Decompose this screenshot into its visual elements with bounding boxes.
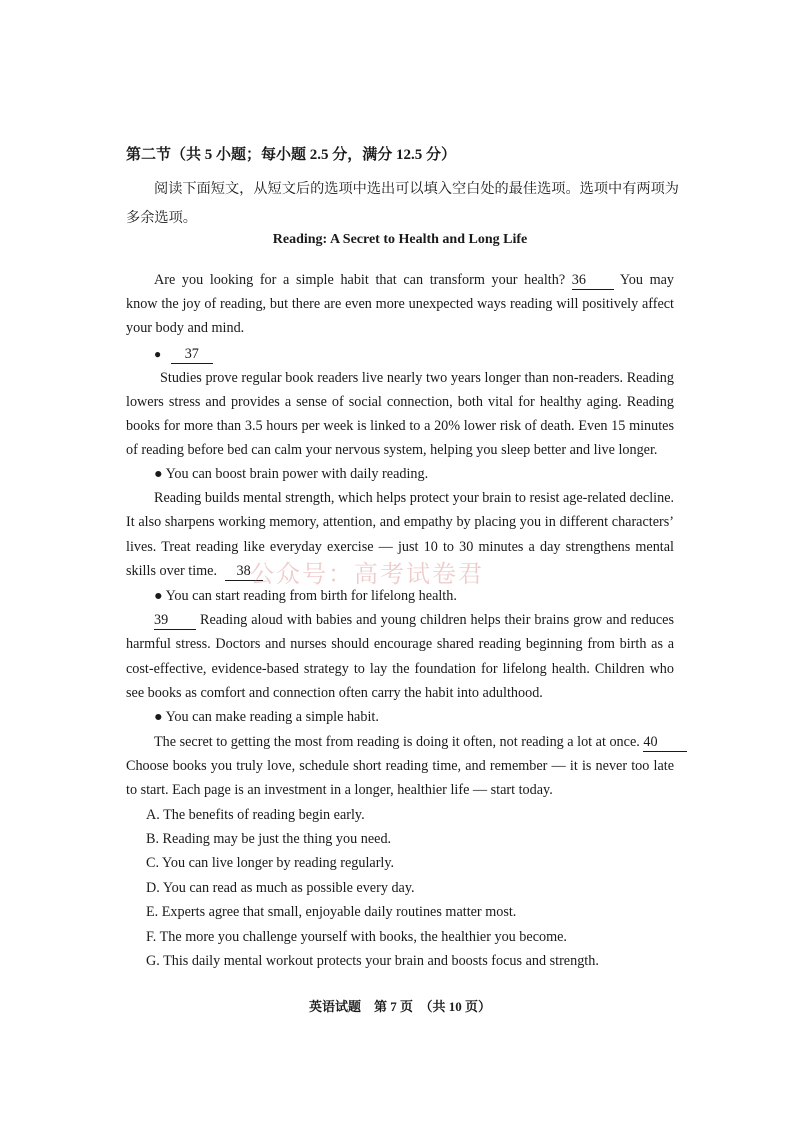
instructions-line-1: 阅读下面短文，从短文后的选项中选出可以填入空白处的最佳选项。选项中有两项为 [154,181,679,197]
option-b: B. Reading may be just the thing you need. [146,831,392,847]
blank-37: 37 [171,345,213,364]
option-c: C. You can live longer by reading regularly. [146,855,395,871]
page-footer: 英语试题 第 7 页 （共 10 页） [308,999,491,1014]
para1-line-1 [154,268,674,292]
para2-line-2: lowers stress and provides a sense of social connection, both vital for healthy aging. Reading [126,394,674,410]
bullet-dot: ● [154,347,162,361]
instructions-line-2: 多余选项。 [126,210,197,226]
para4-text: Reading aloud with babies and young children helps their brains grow and reduces [199,612,675,628]
bullet-simple-habit: ● You can make reading a simple habit. [154,709,379,725]
para2-line-4: of reading before bed can calm your nervous system, helping you sleep better and live longer. [126,442,658,458]
bullet-brain-power: ● You can boost brain power with daily reading. [154,466,429,482]
option-d: D. You can read as much as possible every day. [146,880,415,896]
para3-line-3: lives. Treat reading like everyday exercise — just 10 to 30 minutes a day strengthens mental [126,539,674,555]
option-e: E. Experts agree that small, enjoyable daily routines matter most. [146,904,517,920]
blank-38: 38 [225,562,263,581]
passage-title: Reading: A Secret to Health and Long Life [272,232,528,247]
blank-40: 40 [643,733,687,752]
para2-line-3: books for more than 3.5 hours per week is linked to a 20% lower risk of death. Even 15 minutes [126,418,674,434]
para4-line-2: harmful stress. Doctors and nurses should encourage shared reading beginning from birth as a [126,636,674,652]
para4-line-3: cost-effective, evidence-based strategy to lay the foundation for lifelong health. Children who [126,661,674,677]
para1-line-2: know the joy of reading, but there are even more unexpected ways reading will positively affect [126,296,674,312]
para1-text-b: You may [619,272,674,288]
para5-line-3: to start. Each page is an investment in a longer, healthier life — start today. [126,782,553,798]
watermark: 公众号：高考试卷君 [250,560,484,588]
blank-36: 36 [572,271,614,290]
para5-line-2: Choose books you truly love, schedule short reading time, and remember — it is never too late [126,758,674,774]
option-a: A. The benefits of reading begin early. [146,807,365,823]
para3-text-a: skills over time. [126,563,218,579]
para1-text-a: Are you looking for a simple habit that can transform your health? [154,272,566,288]
para4-line-1 [154,608,674,632]
section-heading: 第二节（共 5 小题；每小题 2.5 分，满分 12.5 分） [126,147,457,163]
option-g: G. This daily mental workout protects your brain and boosts focus and strength. [146,953,599,969]
para3-line-1: Reading builds mental strength, which helps protect your brain to resist age-related decline. [154,490,675,506]
para4-line-4: see books as comfort and connection often carry the habit into adulthood. [126,685,543,701]
para2-line-1: Studies prove regular book readers live nearly two years longer than non-readers. Reading [160,370,674,386]
para3-line-2: It also sharpens working memory, attention, and empathy by placing you in different characters’ [126,514,674,530]
blank-39: 39 [154,611,196,630]
bullet-from-birth: ● You can start reading from birth for lifelong health. [154,588,457,604]
para5-line-1 [154,730,674,754]
bullet-37 [154,342,702,366]
para1-line-3: your body and mind. [126,320,245,336]
para5-text-a: The secret to getting the most from reading is doing it often, not reading a lot at once. [154,734,640,750]
option-f: F. The more you challenge yourself with books, the healthier you become. [146,929,567,945]
